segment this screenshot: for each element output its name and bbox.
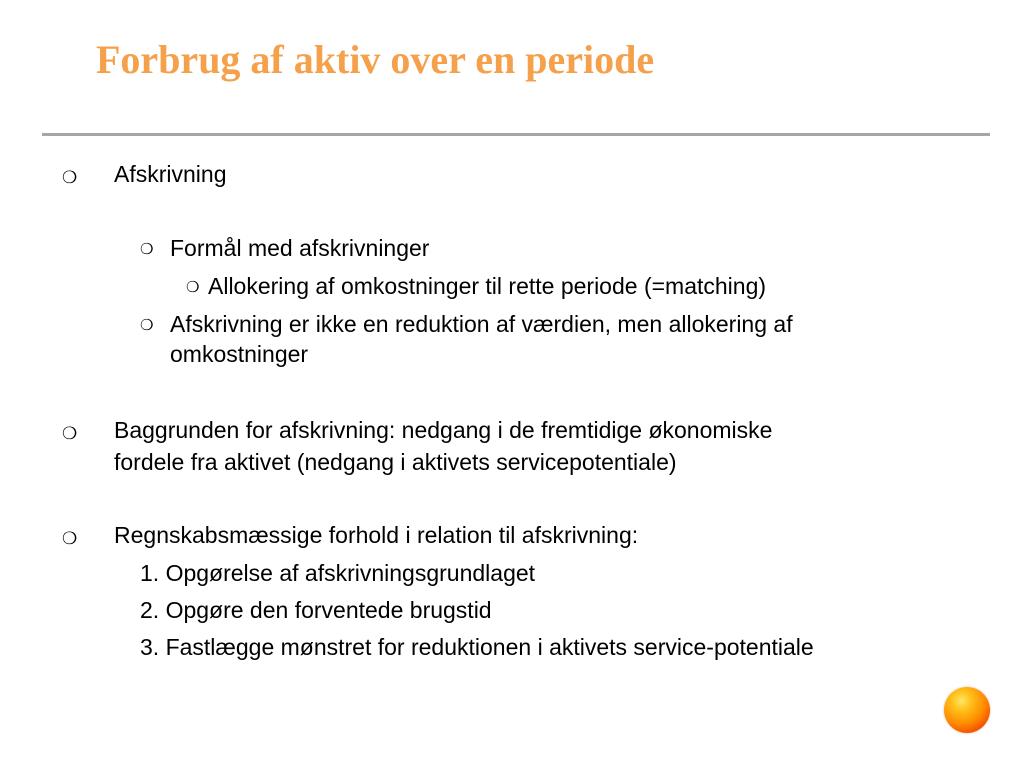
bullet-baggrunden-line1: Baggrunden for afskrivning: nedgang i de fremtidige økonomiske (114, 417, 773, 443)
title-divider (42, 133, 990, 136)
numbered-item-2: 2. Opgøre den forventede brugstid (140, 597, 492, 623)
bullet-baggrunden-line2: fordele fra aktivet (nedgang i aktivets servicepotentiale) (114, 449, 677, 475)
bullet-circle-icon: ❍ (62, 424, 78, 444)
bullet-circle-icon: ❍ (186, 278, 200, 296)
orange-sphere-logo-icon (944, 687, 990, 733)
bullet-circle-icon: ❍ (62, 529, 78, 549)
bullet-circle-icon: ❍ (62, 168, 78, 188)
numbered-item-1: 1. Opgørelse af afskrivningsgrundlaget (140, 560, 536, 586)
bullet-circle-icon: ❍ (140, 316, 154, 334)
bullet-allokering: Allokering af omkostninger til rette periode (=matching) (208, 273, 767, 299)
bullet-circle-icon: ❍ (140, 240, 154, 258)
bullet-afskrivning: Afskrivning (114, 161, 227, 187)
bullet-ikke-reduktion-line1: Afskrivning er ikke en reduktion af værdien, men allokering af (170, 311, 793, 337)
bullet-regnskab: Regnskabsmæssige forhold i relation til afskrivning: (114, 522, 639, 548)
bullet-ikke-reduktion-line2: omkostninger (170, 341, 309, 367)
numbered-item-3: 3. Fastlægge mønstret for reduktionen i aktivets service-potentiale (140, 634, 814, 660)
slide-title: Forbrug af aktiv over en periode (96, 37, 655, 82)
bullet-formaal: Formål med afskrivninger (170, 235, 430, 261)
